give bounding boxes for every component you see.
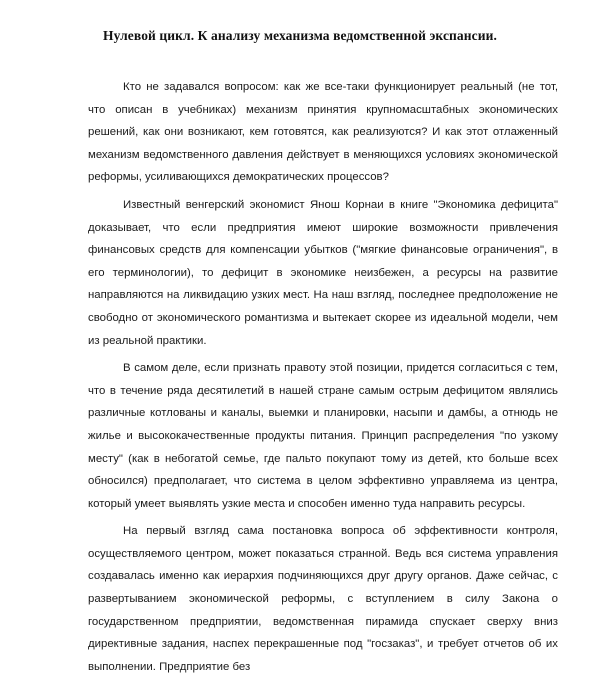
- paragraph: В самом деле, если признать правоту этой позиции, придется согласиться с тем, что в течение ряда десятилетий в нашей стране самым острым дефицитом являлись различные котлованы и каналы, выемки и планировки, насыпи и дамбы, а отнюдь не жилье и высококачественные продукты питания. Принцип распределения "по узкому месту" (как в небогатой семье, где пальто покупают тому из детей, кто больше всех обносился) предполагает, что система в целом эффективно управляема из центра, который умеет выявлять узкие места и способен именно туда направить ресурсы.: [88, 362, 558, 510]
- paragraph: Известный венгерский экономист Янош Корнаи в книге "Экономика дефицита" доказывает, что если предприятия имеют широкие возможности привлечения финансовых средств для компенсации убытков ("мягкие финансовые ограничения", в его терминологии), то дефицит в экономике неизбежен, а ресурсы на развитие направляются на ликвидацию узких мест. На наш взгляд, последнее предположение не свободно от экономического романтизма и вытекает скорее из идеальной модели, чем из реальной практики.: [88, 198, 558, 347]
- paragraph: На первый взгляд сама постановка вопроса об эффективности контроля, осуществляемого центром, может показаться странной. Ведь вся система управления создавалась именно как иерархия подчиняющихся друг другу органов. Даже сейчас, с развертыванием экономической реформы, с вступлением в силу Закона о государственном предприятии, ведомственная пирамида спускает сверху вниз директивные задания, наспех перекрашенные под "госзаказ", и требует отчетов об их выполнении. Предприятие без: [88, 525, 558, 673]
- document-title: Нулевой цикл. К анализу механизма ведомственной экспансии.: [103, 28, 497, 43]
- document-body: [88, 76, 558, 683]
- paragraph: Кто не задавался вопросом: как же все-таки функционирует реальный (не тот, что описан в учебниках) механизм принятия крупномасштабных экономических решений, как они возникают, кем готовятся, как реализуются? И как этот отлаженный механизм ведомственного давления действует в меняющихся условиях экономической реформы, усиливающихся демократических процессов?: [88, 81, 558, 184]
